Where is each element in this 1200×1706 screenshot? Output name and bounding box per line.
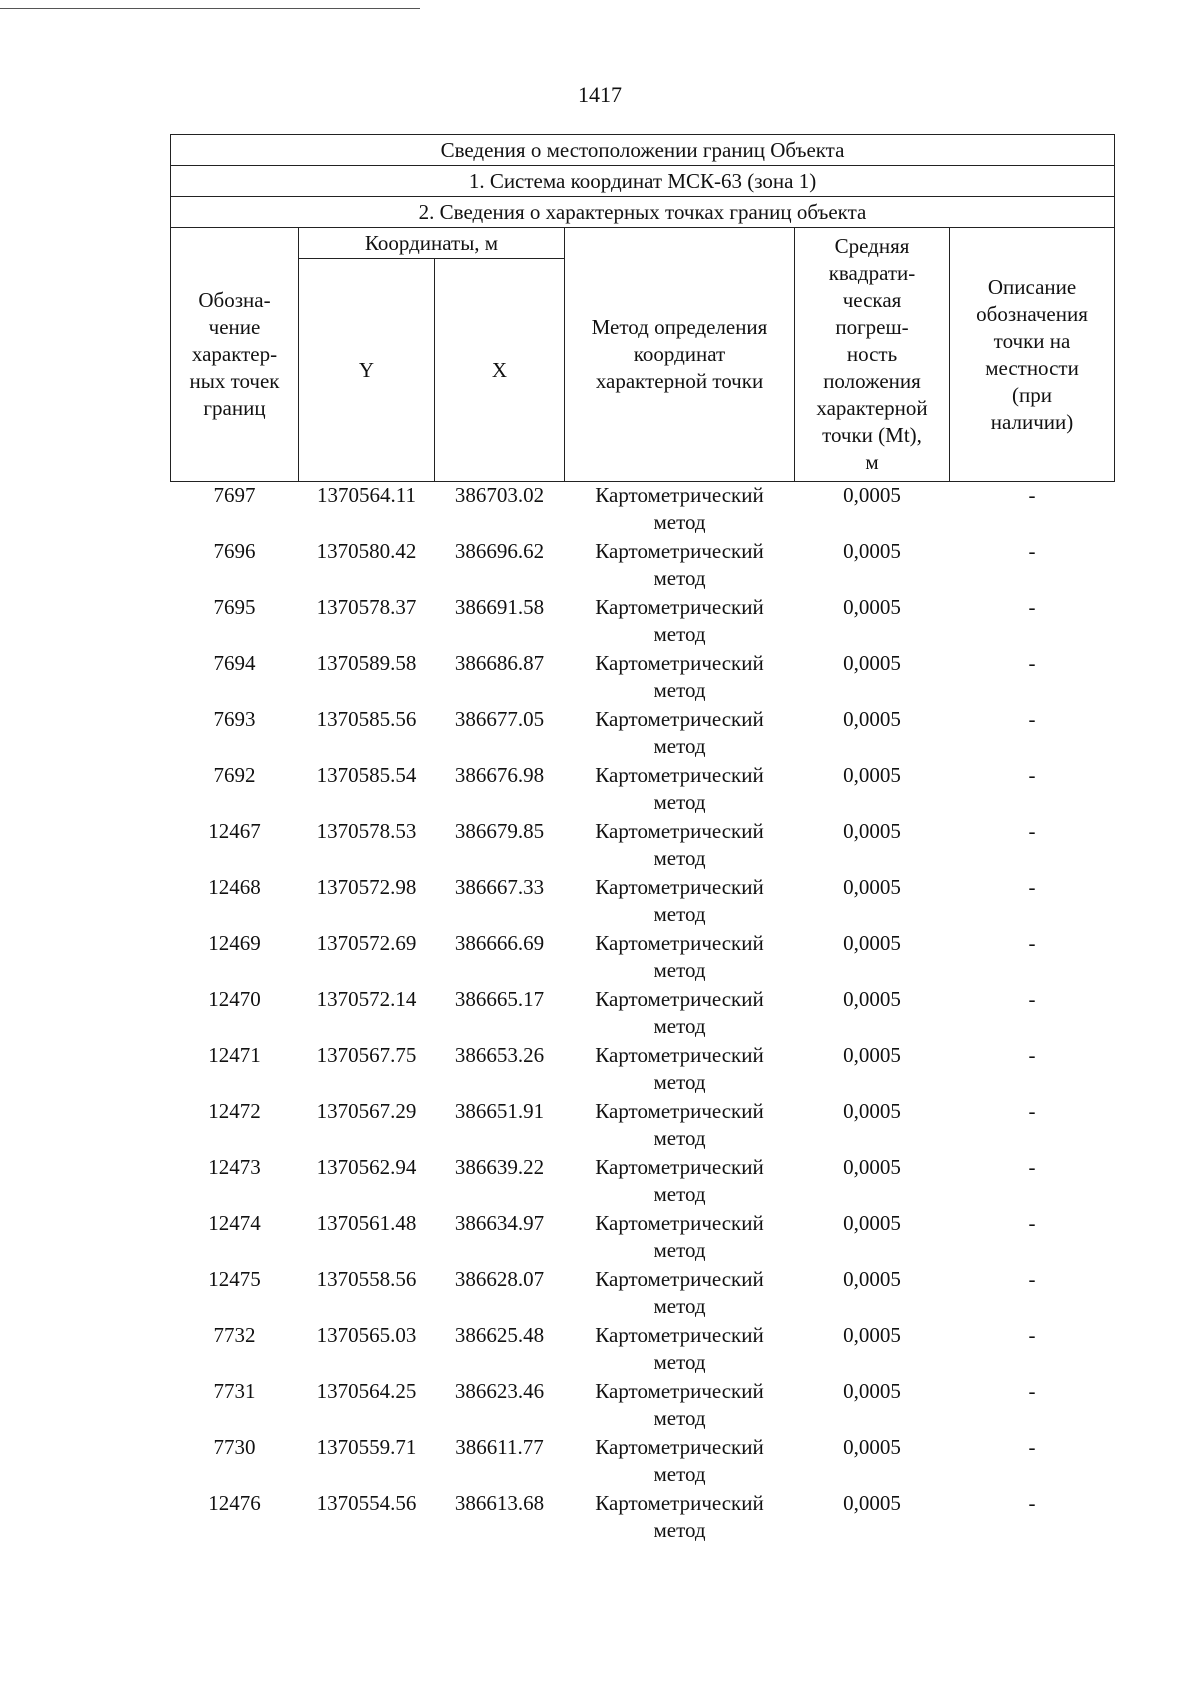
method-text-line2: метод xyxy=(653,1350,706,1374)
description-cell: - xyxy=(1028,483,1036,507)
table-row xyxy=(171,762,1115,818)
description-cell: - xyxy=(1028,1379,1036,1403)
description-cell: - xyxy=(1028,707,1036,731)
method-text: Картометрический xyxy=(595,651,764,675)
method-text: Картометрический xyxy=(595,1267,764,1291)
method-text: Картометрический xyxy=(595,1211,764,1235)
coord-x-cell: 386639.22 xyxy=(454,1155,545,1179)
method-text: Картометрический xyxy=(595,483,764,507)
point-id-cell: 7696 xyxy=(213,539,256,563)
col-description-header: Описание обозначения точки на местности (при наличии) xyxy=(950,228,1115,482)
coordinates-table xyxy=(170,134,1115,1546)
description-cell: - xyxy=(1028,875,1036,899)
method-text: Картометрический xyxy=(595,819,764,843)
method-text-line2: метод xyxy=(653,846,706,870)
error-value-cell: 0,0005 xyxy=(843,1323,901,1347)
error-value-cell: 0,0005 xyxy=(843,1267,901,1291)
point-id-cell: 12472 xyxy=(208,1099,261,1123)
table-row xyxy=(171,482,1115,539)
coord-x-cell: 386667.33 xyxy=(454,875,545,899)
coord-y-cell: 1370561.48 xyxy=(316,1211,417,1235)
table-body xyxy=(171,482,1115,1547)
description-cell: - xyxy=(1028,651,1036,675)
method-text: Картометрический xyxy=(595,987,764,1011)
coord-y-cell: 1370572.98 xyxy=(316,875,417,899)
method-cell xyxy=(565,482,795,539)
coord-x-cell: 386623.46 xyxy=(454,1379,545,1403)
method-text-line2: метод xyxy=(653,1462,706,1486)
description-cell: - xyxy=(1028,1267,1036,1291)
coord-x-cell: 386696.62 xyxy=(454,539,545,563)
method-text-line2: метод xyxy=(653,1182,706,1206)
point-id-cell: 7692 xyxy=(213,763,256,787)
coord-y-cell: 1370567.29 xyxy=(316,1099,417,1123)
error-value-cell: 0,0005 xyxy=(843,1155,901,1179)
method-text: Картометрический xyxy=(595,1323,764,1347)
coord-x-cell: 386653.26 xyxy=(454,1043,545,1067)
point-id-cell: 7730 xyxy=(213,1435,256,1459)
method-cell xyxy=(565,762,795,818)
description-cell: - xyxy=(1028,1099,1036,1123)
coord-y-cell: 1370567.75 xyxy=(316,1043,417,1067)
table-row xyxy=(171,650,1115,706)
description-cell: - xyxy=(1028,539,1036,563)
coord-y-cell: 1370578.53 xyxy=(316,819,417,843)
method-text: Картометрический xyxy=(595,595,764,619)
coord-x-cell: 386611.77 xyxy=(455,1435,544,1459)
coord-y-cell: 1370562.94 xyxy=(316,1155,417,1179)
method-text: Картометрический xyxy=(595,1155,764,1179)
coord-y-cell: 1370565.03 xyxy=(316,1323,417,1347)
coord-x-cell: 386666.69 xyxy=(454,931,545,955)
method-cell xyxy=(565,874,795,930)
table-row xyxy=(171,986,1115,1042)
col-x-header: X xyxy=(435,259,565,482)
point-id-cell: 12468 xyxy=(208,875,261,899)
error-value-cell: 0,0005 xyxy=(843,987,901,1011)
error-value-cell: 0,0005 xyxy=(843,763,901,787)
method-cell xyxy=(565,818,795,874)
method-cell xyxy=(565,1490,795,1546)
method-text: Картометрический xyxy=(595,1099,764,1123)
error-value-cell: 0,0005 xyxy=(843,483,901,507)
description-cell: - xyxy=(1028,1155,1036,1179)
method-text: Картометрический xyxy=(595,539,764,563)
method-cell xyxy=(565,1042,795,1098)
method-text-line2: метод xyxy=(653,1406,706,1430)
coord-y-cell: 1370580.42 xyxy=(316,539,417,563)
col-designation-header: Обозна- чение характер- ных точек границ xyxy=(171,228,299,482)
description-cell: - xyxy=(1028,931,1036,955)
coord-x-cell: 386634.97 xyxy=(454,1211,545,1235)
description-cell: - xyxy=(1028,763,1036,787)
error-value-cell: 0,0005 xyxy=(843,651,901,675)
method-cell xyxy=(565,1434,795,1490)
table-row xyxy=(171,1266,1115,1322)
method-text-line2: метод xyxy=(653,790,706,814)
coord-x-cell: 386613.68 xyxy=(454,1491,545,1515)
point-id-cell: 12475 xyxy=(208,1267,261,1291)
method-text-line2: метод xyxy=(653,1294,706,1318)
error-value-cell: 0,0005 xyxy=(843,1099,901,1123)
method-text: Картометрический xyxy=(595,763,764,787)
scan-edge-line xyxy=(0,8,420,9)
method-cell xyxy=(565,1322,795,1378)
point-id-cell: 12473 xyxy=(208,1155,261,1179)
error-value-cell: 0,0005 xyxy=(843,819,901,843)
method-text: Картометрический xyxy=(595,1043,764,1067)
point-id-cell: 7732 xyxy=(213,1323,256,1347)
coord-x-cell: 386625.48 xyxy=(454,1323,545,1347)
coord-x-cell: 386691.58 xyxy=(454,595,545,619)
coord-y-cell: 1370572.14 xyxy=(316,987,417,1011)
table-row xyxy=(171,1490,1115,1546)
coord-y-cell: 1370564.11 xyxy=(317,483,416,507)
description-cell: - xyxy=(1028,1323,1036,1347)
point-id-cell: 7695 xyxy=(213,595,256,619)
method-cell xyxy=(565,650,795,706)
error-value-cell: 0,0005 xyxy=(843,875,901,899)
table-row xyxy=(171,538,1115,594)
description-cell: - xyxy=(1028,1211,1036,1235)
method-cell xyxy=(565,1378,795,1434)
method-text: Картометрический xyxy=(595,707,764,731)
table-row xyxy=(171,930,1115,986)
error-value-cell: 0,0005 xyxy=(843,931,901,955)
coord-y-cell: 1370559.71 xyxy=(316,1435,417,1459)
col-y-header: Y xyxy=(299,259,435,482)
coord-y-cell: 1370589.58 xyxy=(316,651,417,675)
method-text-line2: метод xyxy=(653,1070,706,1094)
table-row xyxy=(171,1378,1115,1434)
coord-x-cell: 386677.05 xyxy=(454,707,545,731)
method-text: Картометрический xyxy=(595,875,764,899)
point-id-cell: 12469 xyxy=(208,931,261,955)
coord-y-cell: 1370572.69 xyxy=(316,931,417,955)
table-row xyxy=(171,818,1115,874)
coord-y-cell: 1370585.56 xyxy=(316,707,417,731)
table-row xyxy=(171,706,1115,762)
description-cell: - xyxy=(1028,819,1036,843)
coord-x-cell: 386686.87 xyxy=(454,651,545,675)
coord-y-cell: 1370585.54 xyxy=(316,763,417,787)
table-row xyxy=(171,1322,1115,1378)
col-coordinates-header: Координаты, м xyxy=(299,228,565,259)
error-value-cell: 0,0005 xyxy=(843,595,901,619)
method-text-line2: метод xyxy=(653,566,706,590)
error-value-cell: 0,0005 xyxy=(843,539,901,563)
point-id-cell: 7697 xyxy=(213,483,256,507)
table-row xyxy=(171,1210,1115,1266)
point-id-cell: 12476 xyxy=(208,1491,261,1515)
coord-y-cell: 1370554.56 xyxy=(316,1491,417,1515)
method-text-line2: метод xyxy=(653,678,706,702)
coord-y-cell: 1370564.25 xyxy=(316,1379,417,1403)
coord-x-cell: 386676.98 xyxy=(454,763,545,787)
method-cell xyxy=(565,930,795,986)
error-value-cell: 0,0005 xyxy=(843,1435,901,1459)
coord-y-cell: 1370578.37 xyxy=(316,595,417,619)
table-row xyxy=(171,1434,1115,1490)
method-text-line2: метод xyxy=(653,734,706,758)
method-text-line2: метод xyxy=(653,1126,706,1150)
method-cell xyxy=(565,986,795,1042)
description-cell: - xyxy=(1028,1043,1036,1067)
point-id-cell: 12470 xyxy=(208,987,261,1011)
table-row xyxy=(171,1042,1115,1098)
table-title: Сведения о местоположении границ Объекта xyxy=(171,135,1115,166)
method-text-line2: метод xyxy=(653,1014,706,1038)
method-text: Картометрический xyxy=(595,931,764,955)
col-method-header: Метод определения координат характерной точки xyxy=(565,228,795,482)
method-text-line2: метод xyxy=(653,902,706,926)
error-value-cell: 0,0005 xyxy=(843,1491,901,1515)
method-text-line2: метод xyxy=(653,958,706,982)
error-value-cell: 0,0005 xyxy=(843,1043,901,1067)
error-value-cell: 0,0005 xyxy=(843,1211,901,1235)
method-text-line2: метод xyxy=(653,1518,706,1542)
coordinate-system: 1. Система координат МСК-63 (зона 1) xyxy=(171,166,1115,197)
method-text: Картометрический xyxy=(595,1435,764,1459)
coord-x-cell: 386651.91 xyxy=(454,1099,545,1123)
coord-y-cell: 1370558.56 xyxy=(316,1267,417,1291)
method-text-line2: метод xyxy=(653,622,706,646)
table-row xyxy=(171,594,1115,650)
method-cell xyxy=(565,1210,795,1266)
description-cell: - xyxy=(1028,987,1036,1011)
table-row xyxy=(171,1154,1115,1210)
method-text: Картометрический xyxy=(595,1379,764,1403)
method-cell xyxy=(565,594,795,650)
col-error-header: Средняя квадрати- ческая погреш- ность положения характерной точки (Mt), м xyxy=(795,228,950,482)
table-row xyxy=(171,1098,1115,1154)
method-text: Картометрический xyxy=(595,1491,764,1515)
method-cell xyxy=(565,1154,795,1210)
coord-x-cell: 386628.07 xyxy=(454,1267,545,1291)
page-number: 1417 xyxy=(578,82,622,107)
table-row xyxy=(171,874,1115,930)
coord-x-cell: 386703.02 xyxy=(454,483,545,507)
point-id-cell: 12474 xyxy=(208,1211,261,1235)
error-value-cell: 0,0005 xyxy=(843,707,901,731)
points-section-title: 2. Сведения о характерных точках границ объекта xyxy=(171,197,1115,228)
method-cell xyxy=(565,706,795,762)
point-id-cell: 7731 xyxy=(213,1379,256,1403)
method-cell xyxy=(565,538,795,594)
method-text-line2: метод xyxy=(653,1238,706,1262)
coord-x-cell: 386679.85 xyxy=(454,819,545,843)
method-cell xyxy=(565,1098,795,1154)
point-id-cell: 12467 xyxy=(208,819,261,843)
method-cell xyxy=(565,1266,795,1322)
coord-x-cell: 386665.17 xyxy=(454,987,545,1011)
description-cell: - xyxy=(1028,1491,1036,1515)
point-id-cell: 7693 xyxy=(213,707,256,731)
error-value-cell: 0,0005 xyxy=(843,1379,901,1403)
method-text-line2: метод xyxy=(653,510,706,534)
point-id-cell: 7694 xyxy=(213,651,256,675)
description-cell: - xyxy=(1028,595,1036,619)
point-id-cell: 12471 xyxy=(208,1043,261,1067)
description-cell: - xyxy=(1028,1435,1036,1459)
